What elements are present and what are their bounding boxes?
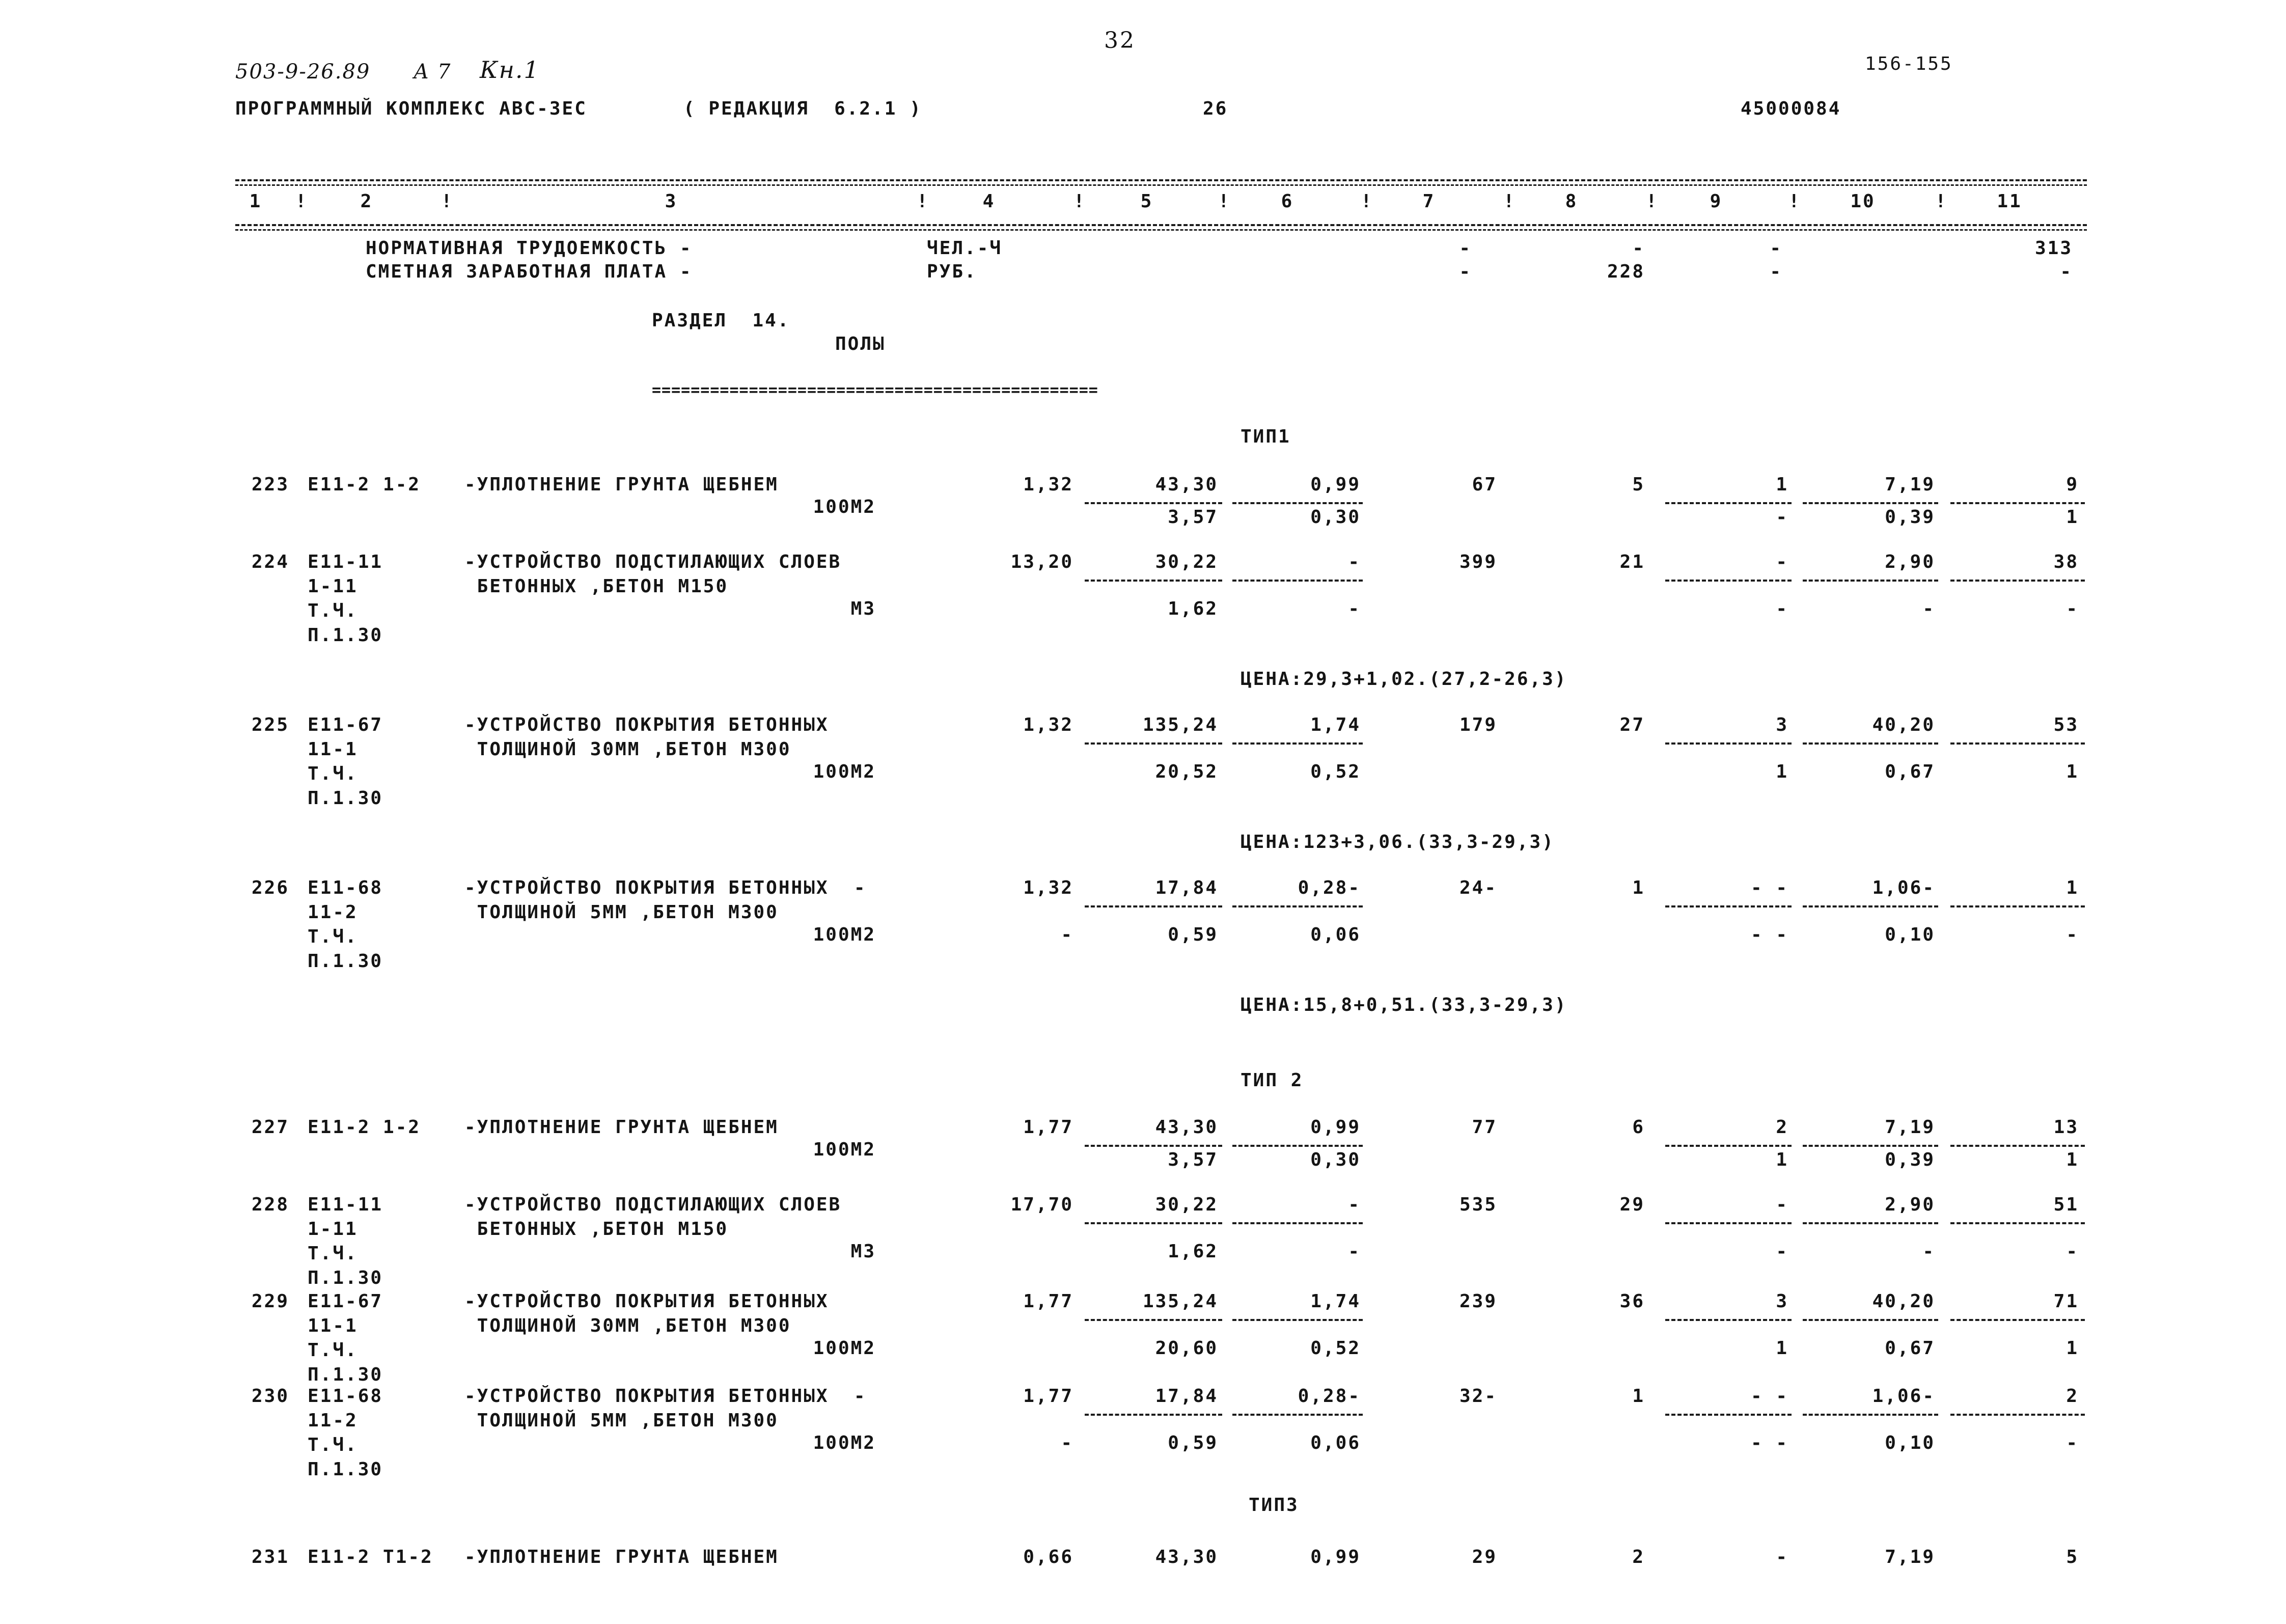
fraction-rule — [1232, 1145, 1363, 1147]
row-code: Т.Ч. — [308, 1435, 358, 1455]
row-c7-value: 399 — [1459, 552, 1497, 572]
row-c9-value: - - — [1750, 1386, 1788, 1407]
row-description: ТОЛЩИНОЙ 30ММ ,БЕТОН М300 — [464, 1315, 791, 1336]
row-code: 11-2 — [308, 1410, 358, 1431]
section-separator: ============================================== — [652, 381, 1098, 399]
row-c10-subvalue: 0,67 — [1885, 761, 1935, 782]
fraction-rule — [1950, 1145, 2085, 1147]
row-code: 1-11 — [308, 576, 358, 597]
row-code: 11-1 — [308, 739, 358, 760]
row-c10-subvalue: 0,67 — [1885, 1338, 1935, 1359]
column-separator: ! — [1361, 191, 1373, 212]
row-code: Е11-2 Т1-2 — [308, 1547, 433, 1567]
row-c10-value: 40,20 — [1872, 714, 1935, 735]
program-edition: ( РЕДАКЦИЯ 6.2.1 ) — [683, 98, 922, 119]
row-code: П.1.30 — [308, 788, 383, 809]
row-c9-value: 3 — [1776, 1291, 1788, 1312]
sheet-range: 156-155 — [1865, 53, 1953, 74]
row-code: П.1.30 — [308, 1459, 383, 1480]
row-number: 231 — [252, 1547, 290, 1567]
row-c9-subvalue: 1 — [1776, 1338, 1788, 1359]
row-c6-value: - — [1348, 1194, 1361, 1215]
row-number: 229 — [252, 1291, 290, 1312]
row-c4-value: 13,20 — [1010, 552, 1073, 572]
row-c11-value: 51 — [2053, 1194, 2079, 1215]
row-c9-subvalue: - — [1776, 598, 1788, 619]
row-description: -УСТРОЙСТВО ПОДСТИЛАЮЩИХ СЛОЕВ — [464, 552, 842, 572]
row-c11-value: 38 — [2053, 552, 2079, 572]
fraction-rule — [1803, 1222, 1938, 1224]
summary-unit: ЧЕЛ.-Ч — [927, 238, 1003, 259]
summary-col11: - — [2060, 261, 2073, 282]
row-c5-subvalue: 20,60 — [1155, 1338, 1218, 1359]
summary-label: СМЕТНАЯ ЗАРАБОТНАЯ ПЛАТА - — [366, 261, 693, 282]
fraction-rule — [1232, 742, 1363, 745]
row-code: Е11-67 — [308, 1291, 383, 1312]
row-c4-value: 17,70 — [1010, 1194, 1073, 1215]
column-number: 8 — [1565, 191, 1578, 212]
row-code: 11-2 — [308, 902, 358, 923]
fraction-rule — [1232, 502, 1363, 504]
row-c8-value: 27 — [1619, 714, 1645, 735]
row-c11-value: 9 — [2066, 474, 2079, 495]
row-c5-subvalue: 0,59 — [1168, 924, 1218, 945]
price-note: ЦЕНА:123+3,06.(33,3-29,3) — [1241, 832, 1555, 852]
row-number: 227 — [252, 1117, 290, 1138]
row-description: -УСТРОЙСТВО ПОКРЫТИЯ БЕТОННЫХ — [464, 1291, 829, 1312]
row-code: П.1.30 — [308, 1268, 383, 1288]
program-title: ПРОГРАММНЫЙ КОМПЛЕКС АВС-3ЕС — [235, 98, 587, 119]
fraction-rule — [1950, 742, 2085, 745]
row-description: БЕТОННЫХ ,БЕТОН М150 — [464, 576, 729, 597]
row-c5-subvalue: 20,52 — [1155, 761, 1218, 782]
row-c10-value: 1,06- — [1872, 1386, 1935, 1407]
row-unit: 100М2 — [813, 924, 876, 945]
row-c9-value: - — [1776, 1547, 1788, 1567]
row-c9-subvalue: - - — [1750, 924, 1788, 945]
column-number: 10 — [1850, 191, 1876, 212]
summary-col7: - — [1459, 261, 1472, 282]
fraction-rule — [1232, 1319, 1363, 1321]
type-1-label: ТИП1 — [1241, 426, 1291, 447]
row-c7-value: 67 — [1472, 474, 1497, 495]
row-c4-value: 1,77 — [1023, 1117, 1073, 1138]
row-code: Е11-2 1-2 — [308, 474, 421, 495]
code-id: 45000084 — [1741, 98, 1841, 119]
row-c11-subvalue: - — [2066, 598, 2079, 619]
column-number: 9 — [1710, 191, 1723, 212]
row-c9-subvalue: 1 — [1776, 1149, 1788, 1170]
row-unit: 100М2 — [813, 1433, 876, 1453]
row-c10-subvalue: 0,10 — [1885, 1433, 1935, 1453]
row-c5-subvalue: 0,59 — [1168, 1433, 1218, 1453]
row-c6-subvalue: 0,06 — [1310, 924, 1361, 945]
row-c11-subvalue: 1 — [2066, 507, 2079, 528]
row-number: 225 — [252, 714, 290, 735]
column-separator: ! — [1503, 191, 1516, 212]
row-c10-value: 1,06- — [1872, 877, 1935, 898]
row-c11-value: 5 — [2066, 1547, 2079, 1567]
header-rule-bottom — [235, 224, 2087, 226]
summary-col7: - — [1459, 238, 1472, 259]
row-c5-value: 135,24 — [1142, 1291, 1218, 1312]
row-code: П.1.30 — [308, 1364, 383, 1385]
row-c6-value: - — [1348, 552, 1361, 572]
row-c6-subvalue: - — [1348, 1241, 1361, 1262]
row-number: 226 — [252, 877, 290, 898]
summary-unit: РУБ. — [927, 261, 977, 282]
row-unit: М3 — [850, 598, 876, 619]
row-c9-value: - — [1776, 1194, 1788, 1215]
row-c10-subvalue: 0,10 — [1885, 924, 1935, 945]
row-code: П.1.30 — [308, 625, 383, 646]
fraction-rule — [1232, 1222, 1363, 1224]
column-separator: ! — [1935, 191, 1948, 212]
price-note: ЦЕНА:29,3+1,02.(27,2-26,3) — [1241, 669, 1567, 690]
row-c4-subvalue: - — [1061, 924, 1073, 945]
row-code: Т.Ч. — [308, 1243, 358, 1264]
row-c10-value: 2,90 — [1885, 552, 1935, 572]
row-description: ТОЛЩИНОЙ 5ММ ,БЕТОН М300 — [464, 902, 779, 923]
row-c10-subvalue: - — [1922, 1241, 1935, 1262]
fraction-rule — [1803, 742, 1938, 745]
row-description: -УСТРОЙСТВО ПОКРЫТИЯ БЕТОННЫХ - — [464, 1386, 867, 1407]
fraction-rule — [1085, 502, 1222, 504]
row-code: Т.Ч. — [308, 926, 358, 947]
row-description: -УСТРОЙСТВО ПОКРЫТИЯ БЕТОННЫХ — [464, 714, 829, 735]
header-rule-top — [235, 179, 2087, 181]
column-number: 5 — [1140, 191, 1153, 212]
row-c7-value: 32- — [1459, 1386, 1497, 1407]
section-title: РАЗДЕЛ 14. — [652, 310, 790, 331]
row-c10-value: 40,20 — [1872, 1291, 1935, 1312]
row-code: Е11-68 — [308, 1386, 383, 1407]
column-number: 7 — [1422, 191, 1436, 212]
row-c6-value: 0,28- — [1298, 877, 1361, 898]
column-number: 2 — [360, 191, 373, 212]
row-c6-value: 0,99 — [1310, 474, 1361, 495]
fraction-rule — [1803, 1145, 1938, 1147]
row-c8-value: 29 — [1619, 1194, 1645, 1215]
row-c7-value: 24- — [1459, 877, 1497, 898]
row-c5-value: 17,84 — [1155, 877, 1218, 898]
fraction-rule — [1803, 905, 1938, 907]
row-c11-value: 53 — [2053, 714, 2079, 735]
row-c8-value: 1 — [1632, 877, 1645, 898]
book-number: Кн.1 — [480, 56, 540, 84]
fraction-rule — [1950, 1319, 2085, 1321]
fraction-rule — [1665, 742, 1792, 745]
row-c10-value: 2,90 — [1885, 1194, 1935, 1215]
row-number: 230 — [252, 1386, 290, 1407]
row-c9-subvalue: - — [1776, 507, 1788, 528]
row-code: Т.Ч. — [308, 600, 358, 621]
row-unit: 100М2 — [813, 761, 876, 782]
row-c5-value: 43,30 — [1155, 474, 1218, 495]
column-separator: ! — [295, 191, 308, 212]
row-description: -УСТРОЙСТВО ПОДСТИЛАЮЩИХ СЛОЕВ — [464, 1194, 842, 1215]
column-separator: ! — [1788, 191, 1801, 212]
row-c5-value: 135,24 — [1142, 714, 1218, 735]
row-code: Е11-67 — [308, 714, 383, 735]
row-c10-value: 7,19 — [1885, 1547, 1935, 1567]
fraction-rule — [1085, 1145, 1222, 1147]
row-c10-subvalue: 0,39 — [1885, 1149, 1935, 1170]
row-c5-subvalue: 1,62 — [1168, 598, 1218, 619]
row-number: 228 — [252, 1194, 290, 1215]
summary-col9: - — [1770, 238, 1782, 259]
row-c6-subvalue: 0,30 — [1310, 1149, 1361, 1170]
row-description: -УПЛОТНЕНИЕ ГРУНТА ЩЕБНЕМ — [464, 1117, 779, 1138]
row-c11-subvalue: 1 — [2066, 761, 2079, 782]
row-c11-value: 1 — [2066, 877, 2079, 898]
row-c9-value: 2 — [1776, 1117, 1788, 1138]
row-c11-value: 2 — [2066, 1386, 2079, 1407]
row-c7-value: 239 — [1459, 1291, 1497, 1312]
row-c8-value: 6 — [1632, 1117, 1645, 1138]
row-c5-value: 43,30 — [1155, 1117, 1218, 1138]
row-description: ТОЛЩИНОЙ 5ММ ,БЕТОН М300 — [464, 1410, 779, 1431]
fraction-rule — [1085, 1222, 1222, 1224]
row-c9-subvalue: - — [1776, 1241, 1788, 1262]
fraction-rule — [1803, 502, 1938, 504]
row-c9-subvalue: 1 — [1776, 761, 1788, 782]
fraction-rule — [1803, 1319, 1938, 1321]
row-c4-subvalue: - — [1061, 1433, 1073, 1453]
row-c9-value: 1 — [1776, 474, 1788, 495]
fraction-rule — [1085, 905, 1222, 907]
fraction-rule — [1085, 742, 1222, 745]
row-c8-value: 1 — [1632, 1386, 1645, 1407]
row-c5-value: 30,22 — [1155, 1194, 1218, 1215]
fraction-rule — [1232, 1414, 1363, 1416]
fraction-rule — [1665, 905, 1792, 907]
fraction-rule — [1950, 905, 2085, 907]
row-c11-subvalue: 1 — [2066, 1149, 2079, 1170]
row-c8-value: 36 — [1619, 1291, 1645, 1312]
type-3-label: ТИП3 — [1249, 1495, 1299, 1516]
column-number: 6 — [1281, 191, 1294, 212]
fraction-rule — [1232, 580, 1363, 582]
row-c5-value: 17,84 — [1155, 1386, 1218, 1407]
row-c4-value: 0,66 — [1023, 1547, 1073, 1567]
row-c4-value: 1,77 — [1023, 1386, 1073, 1407]
row-c4-value: 1,32 — [1023, 714, 1073, 735]
column-separator: ! — [917, 191, 929, 212]
row-c8-value: 2 — [1632, 1547, 1645, 1567]
row-c5-subvalue: 3,57 — [1168, 507, 1218, 528]
header-rule-top-2 — [235, 184, 2087, 186]
fraction-rule — [1085, 580, 1222, 582]
fraction-rule — [1085, 1414, 1222, 1416]
column-separator: ! — [1073, 191, 1086, 212]
fraction-rule — [1950, 1222, 2085, 1224]
fraction-rule — [1665, 1145, 1792, 1147]
row-description: -УСТРОЙСТВО ПОКРЫТИЯ БЕТОННЫХ - — [464, 877, 867, 898]
fraction-rule — [1950, 580, 2085, 582]
row-c11-subvalue: - — [2066, 1241, 2079, 1262]
fraction-rule — [1665, 580, 1792, 582]
row-description: ТОЛЩИНОЙ 30ММ ,БЕТОН М300 — [464, 739, 791, 760]
row-c8-value: 21 — [1619, 552, 1645, 572]
row-description: -УПЛОТНЕНИЕ ГРУНТА ЩЕБНЕМ — [464, 1547, 779, 1567]
row-c11-value: 13 — [2053, 1117, 2079, 1138]
row-c4-value: 1,32 — [1023, 474, 1073, 495]
row-c6-value: 1,74 — [1310, 714, 1361, 735]
row-code: П.1.30 — [308, 951, 383, 972]
row-c11-subvalue: - — [2066, 924, 2079, 945]
row-c6-value: 0,28- — [1298, 1386, 1361, 1407]
column-separator: ! — [1218, 191, 1231, 212]
row-c4-value: 1,77 — [1023, 1291, 1073, 1312]
summary-col8: 228 — [1607, 261, 1645, 282]
section-name: ПОЛЫ — [835, 334, 886, 354]
row-c6-value: 0,99 — [1310, 1117, 1361, 1138]
type-2-label: ТИП 2 — [1241, 1070, 1304, 1091]
row-c4-value: 1,32 — [1023, 877, 1073, 898]
column-number: 11 — [1997, 191, 2022, 212]
price-note: ЦЕНА:15,8+0,51.(33,3-29,3) — [1241, 995, 1567, 1015]
row-code: 1-11 — [308, 1219, 358, 1240]
column-separator: ! — [441, 191, 454, 212]
row-code: Е11-11 — [308, 552, 383, 572]
album-number: А 7 — [414, 60, 452, 84]
row-c7-value: 179 — [1459, 714, 1497, 735]
row-c9-value: - — [1776, 552, 1788, 572]
fraction-rule — [1232, 905, 1363, 907]
row-c5-subvalue: 3,57 — [1168, 1149, 1218, 1170]
row-code: Т.Ч. — [308, 763, 358, 784]
row-c6-subvalue: 0,30 — [1310, 507, 1361, 528]
row-c6-subvalue: - — [1348, 598, 1361, 619]
row-c7-value: 535 — [1459, 1194, 1497, 1215]
row-c5-value: 30,22 — [1155, 552, 1218, 572]
fraction-rule — [1665, 1319, 1792, 1321]
row-c9-value: - - — [1750, 877, 1788, 898]
column-number: 3 — [665, 191, 678, 212]
doc-code: 503-9-26.89 — [235, 60, 371, 84]
fraction-rule — [1665, 1222, 1792, 1224]
row-c11-value: 71 — [2053, 1291, 2079, 1312]
row-c10-value: 7,19 — [1885, 1117, 1935, 1138]
row-c11-subvalue: 1 — [2066, 1338, 2079, 1359]
row-number: 223 — [252, 474, 290, 495]
column-separator: ! — [1646, 191, 1659, 212]
row-c11-subvalue: - — [2066, 1433, 2079, 1453]
summary-col11: 313 — [2034, 238, 2073, 259]
row-c9-subvalue: - - — [1750, 1433, 1788, 1453]
row-c6-subvalue: 0,06 — [1310, 1433, 1361, 1453]
row-unit: 100М2 — [813, 1139, 876, 1160]
fraction-rule — [1803, 580, 1938, 582]
header-rule-bottom-2 — [235, 229, 2087, 231]
row-c7-value: 77 — [1472, 1117, 1497, 1138]
row-unit: 100М2 — [813, 497, 876, 517]
row-c6-value: 0,99 — [1310, 1547, 1361, 1567]
fraction-rule — [1665, 1414, 1792, 1416]
fraction-rule — [1085, 1319, 1222, 1321]
row-c5-subvalue: 1,62 — [1168, 1241, 1218, 1262]
row-c10-value: 7,19 — [1885, 474, 1935, 495]
row-c5-value: 43,30 — [1155, 1547, 1218, 1567]
row-c10-subvalue: - — [1922, 598, 1935, 619]
row-number: 224 — [252, 552, 290, 572]
column-number: 1 — [249, 191, 262, 212]
row-c7-value: 29 — [1472, 1547, 1497, 1567]
row-c6-value: 1,74 — [1310, 1291, 1361, 1312]
row-description: БЕТОННЫХ ,БЕТОН М150 — [464, 1219, 729, 1240]
code-26: 26 — [1203, 98, 1228, 119]
row-c10-subvalue: 0,39 — [1885, 507, 1935, 528]
row-unit: М3 — [850, 1241, 876, 1262]
summary-col8: - — [1632, 238, 1645, 259]
row-c9-value: 3 — [1776, 714, 1788, 735]
column-number: 4 — [982, 191, 996, 212]
fraction-rule — [1803, 1414, 1938, 1416]
row-code: Т.Ч. — [308, 1340, 358, 1361]
row-code: 11-1 — [308, 1315, 358, 1336]
fraction-rule — [1950, 1414, 2085, 1416]
row-unit: 100М2 — [813, 1338, 876, 1359]
row-c8-value: 5 — [1632, 474, 1645, 495]
row-code: Е11-11 — [308, 1194, 383, 1215]
fraction-rule — [1950, 502, 2085, 504]
page-number: 32 — [1104, 27, 1136, 53]
row-code: Е11-68 — [308, 877, 383, 898]
row-code: Е11-2 1-2 — [308, 1117, 421, 1138]
row-c6-subvalue: 0,52 — [1310, 1338, 1361, 1359]
fraction-rule — [1665, 502, 1792, 504]
row-c6-subvalue: 0,52 — [1310, 761, 1361, 782]
summary-label: НОРМАТИВНАЯ ТРУДОЕМКОСТЬ - — [366, 238, 693, 259]
summary-col9: - — [1770, 261, 1782, 282]
row-description: -УПЛОТНЕНИЕ ГРУНТА ЩЕБНЕМ — [464, 474, 779, 495]
